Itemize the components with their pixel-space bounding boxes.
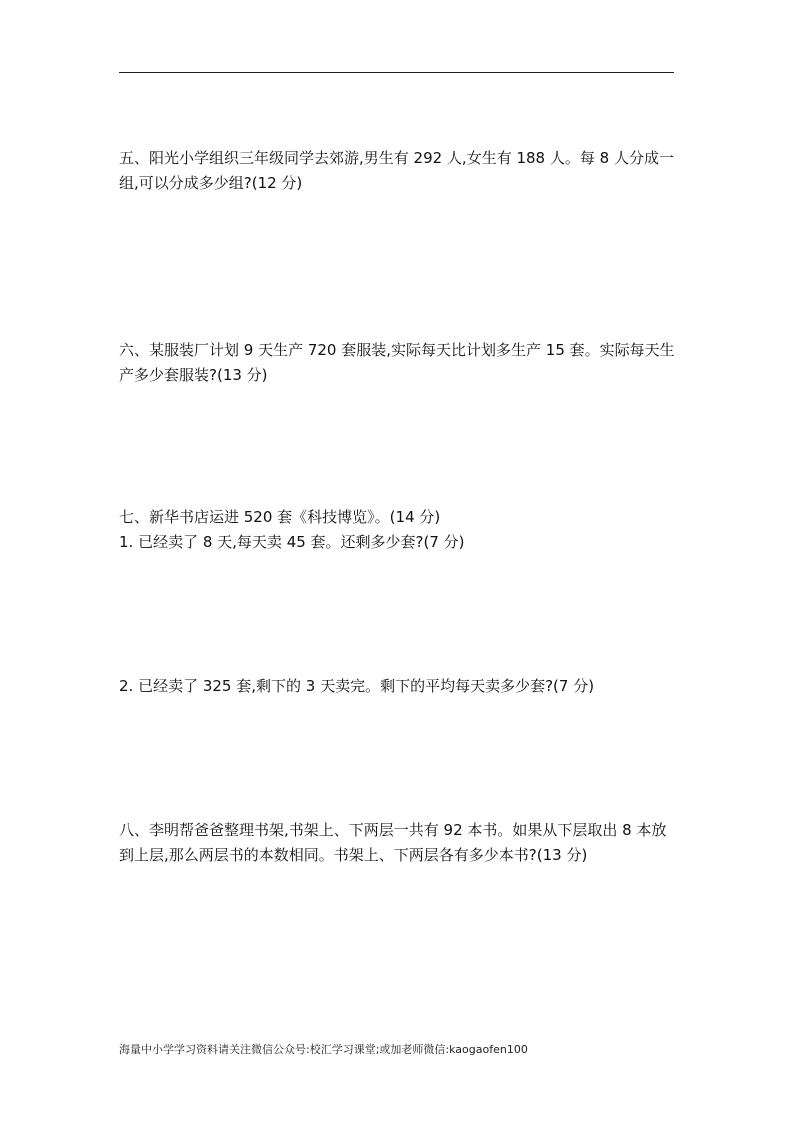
footer-note: 海量中小学学习资料请关注微信公众号:校汇学习课堂;或加老师微信:kaogaofen100 (119, 1043, 528, 1056)
question-7-part-1: 1. 已经卖了 8 天,每天卖 45 套。还剩多少套?(7 分) (119, 533, 465, 551)
question-7-part-2: 2. 已经卖了 325 套,剩下的 3 天卖完。剩下的平均每天卖多少套?(7 分) (119, 677, 595, 695)
question-7: 七、新华书店运进 520 套《科技博览》。(14 分) (119, 508, 441, 526)
question-8: 八、李明帮爸爸整理书架,书架上、下两层一共有 92 本书。如果从下层取出 8 本放到上层,那么两层书的本数相同。书架上、下两层各有多少本书?(13 分) (119, 821, 667, 864)
header-rule (119, 72, 674, 73)
question-5: 五、阳光小学组织三年级同学去郊游,男生有 292 人,女生有 188 人。每 8 人分成一组,可以分成多少组?(12 分) (119, 149, 674, 192)
question-6: 六、某服装厂计划 9 天生产 720 套服装,实际每天比计划多生产 15 套。实际每天生产多少套服装?(13 分) (119, 341, 675, 384)
